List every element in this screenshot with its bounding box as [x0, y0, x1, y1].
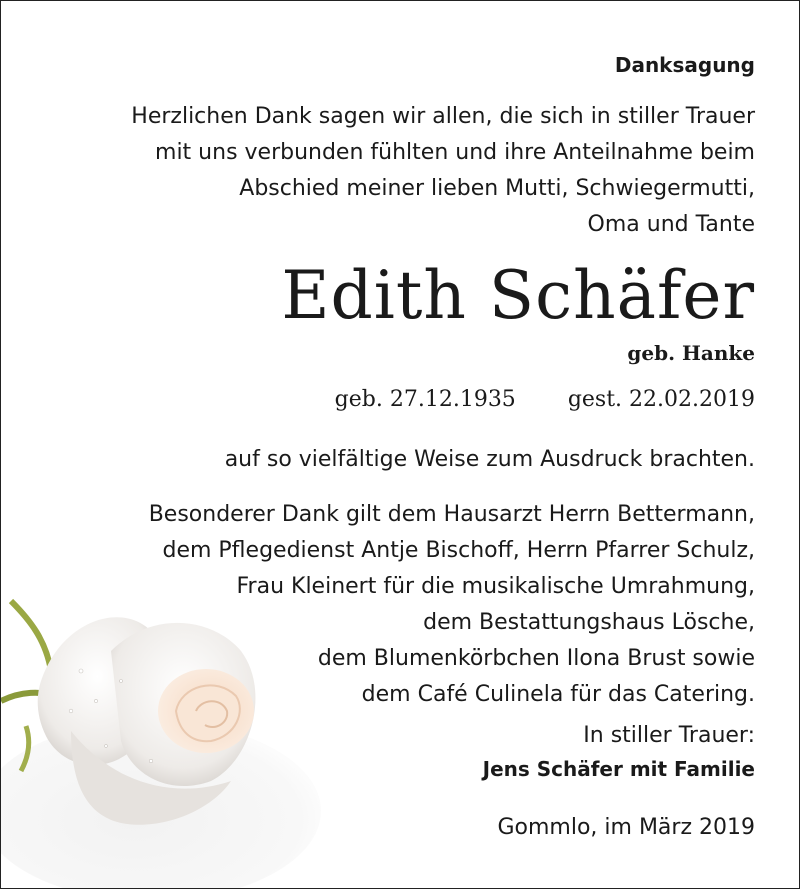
special-thanks: [149, 497, 755, 713]
thanks-line: dem Pflegedienst Antje Bischoff, Herrn Pfarrer Schulz,: [162, 538, 755, 563]
intro-line: mit uns verbunden fühlten und ihre Anteilnahme beim: [155, 140, 755, 165]
thanks-line: Frau Kleinert für die musikalische Umrahmung,: [236, 574, 755, 599]
life-dates: [335, 387, 755, 412]
place-date: Gommlo, im März 2019: [497, 815, 755, 840]
heading: Danksagung: [614, 53, 755, 77]
birth-date: geb. 27.12.1935: [334, 387, 516, 412]
expression-line: auf so vielfältige Weise zum Ausdruck brachten.: [224, 447, 755, 472]
thanks-line: dem Bestattungshaus Lösche,: [423, 610, 755, 635]
family-signature: Jens Schäfer mit Familie: [482, 757, 755, 781]
intro-line: Abschied meiner lieben Mutti, Schwiegermutti,: [239, 176, 755, 201]
thanks-line: dem Café Culinela für das Catering.: [361, 682, 755, 707]
intro-line: Oma und Tante: [587, 212, 755, 237]
intro-line: Herzlichen Dank sagen wir allen, die sich in stiller Trauer: [131, 104, 755, 129]
intro-text: [131, 99, 755, 243]
mourning-label: In stiller Trauer:: [583, 723, 755, 748]
thanks-line: Besonderer Dank gilt dem Hausarzt Herrn Bettermann,: [148, 502, 755, 527]
deceased-name: Edith Schäfer: [281, 257, 755, 334]
death-date: gest. 22.02.2019: [567, 387, 755, 412]
birth-name: geb. Hanke: [627, 341, 755, 365]
thanks-line: dem Blumenkörbchen Ilona Brust sowie: [317, 646, 755, 671]
